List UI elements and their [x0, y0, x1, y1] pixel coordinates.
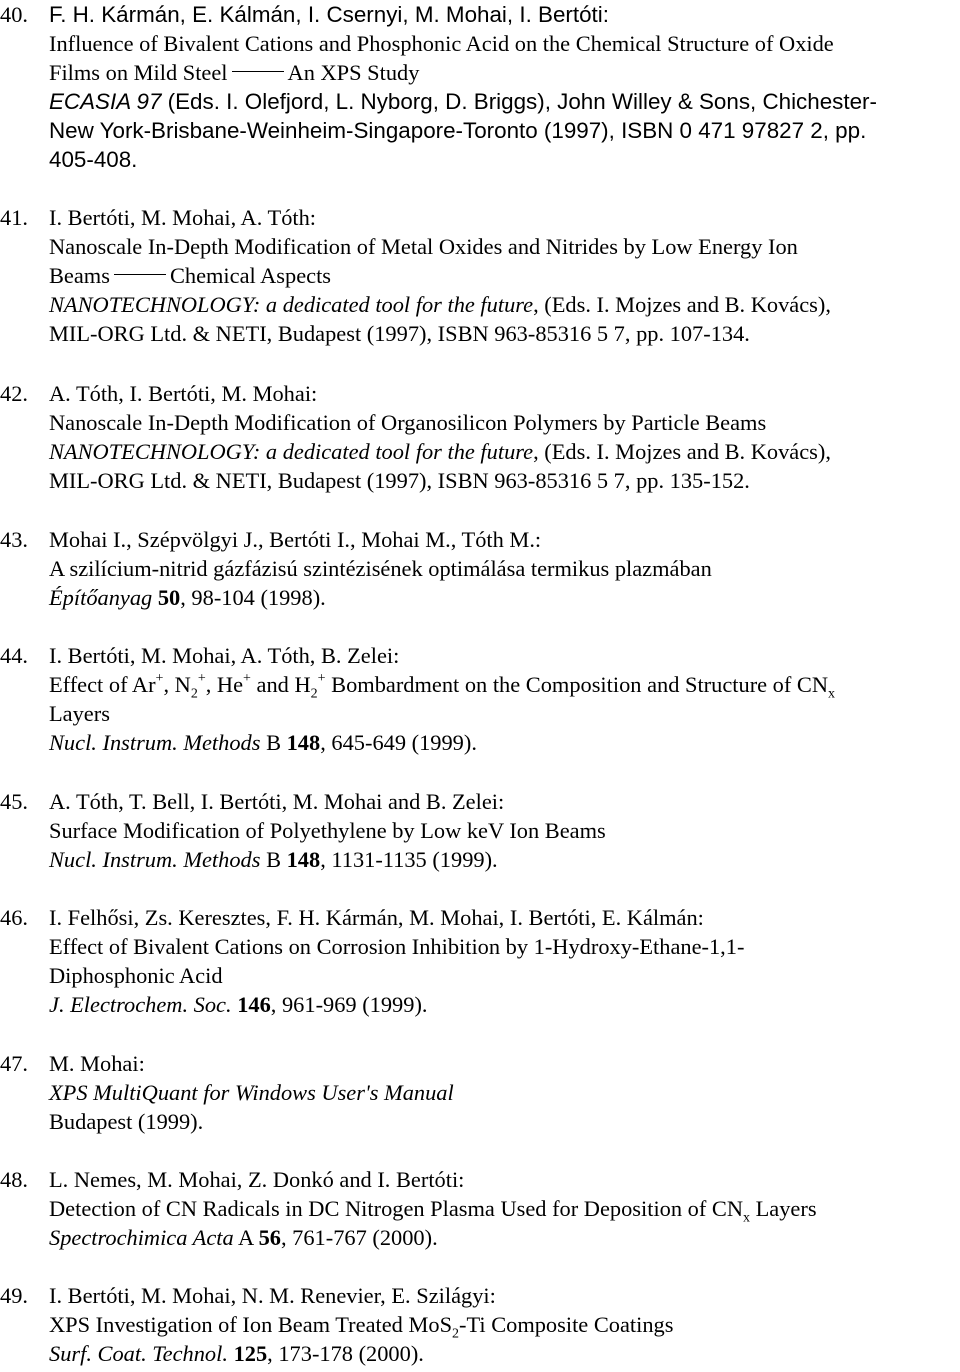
reference-number: 42. [0, 381, 28, 406]
reference-title: XPS MultiQuant for Windows User's Manual [49, 1080, 454, 1105]
reference-number: 47. [0, 1051, 28, 1076]
reference-title: Surface Modification of Polyethylene by Low keV Ion Beams [49, 818, 606, 843]
reference-title: Influence of Bivalent Cations and Phosphonic Acid on the Chemical Structure of Oxide [49, 31, 834, 56]
reference-source-cont: New York-Brisbane-Weinheim-Singapore-Toronto (1997), ISBN 0 471 97827 2, pp. [49, 118, 867, 143]
reference-source: Spectrochimica Acta A 56, 761-767 (2000). [49, 1225, 438, 1250]
reference-number: 46. [0, 905, 28, 930]
reference-authors: Mohai I., Szépvölgyi J., Bertóti I., Mohai M., Tóth M.: [49, 527, 542, 552]
reference-source: NANOTECHNOLOGY: a dedicated tool for the future, (Eds. I. Mojzes and B. Kovács), [49, 439, 831, 464]
reference-title: XPS Investigation of Ion Beam Treated MoS$_2$-Ti Composite Coatings [49, 1312, 674, 1342]
reference-title-cont: Layers [49, 701, 110, 726]
reference-number: 41. [0, 205, 28, 230]
reference-source: Nucl. Instrum. Methods B 148, 1131-1135 (1999). [49, 847, 498, 872]
reference-authors: I. Bertóti, M. Mohai, A. Tóth: [49, 205, 317, 230]
reference-source: Budapest (1999). [49, 1109, 204, 1134]
reference-source: Építőanyag 50, 98-104 (1998). [49, 585, 326, 610]
reference-title: A szilícium-nitrid gázfázisú szintézisének optimálása termikus plazmában [49, 556, 712, 581]
reference-title: Nanoscale In-Depth Modification of Metal Oxides and Nitrides by Low Energy Ion [49, 234, 798, 259]
reference-title: Nanoscale In-Depth Modification of Organosilicon Polymers by Particle Beams [49, 410, 767, 435]
reference-number: 43. [0, 527, 28, 552]
reference-source: Surf. Coat. Technol. 125, 173-178 (2000). [49, 1341, 424, 1366]
reference-number: 44. [0, 643, 28, 668]
reference-pages: 405-408. [49, 147, 138, 172]
reference-source-cont: MIL-ORG Ltd. & NETI, Budapest (1997), ISBN 963-85316 5 7, pp. 107-134. [49, 321, 750, 346]
reference-title: Effect of Ar+, $N_2^+$, He+ and $H_2^+$ Bombardment on the Composition and Structure of $CN_x$ [49, 670, 836, 702]
reference-number: 49. [0, 1283, 28, 1308]
reference-authors: I. Felhősi, Zs. Keresztes, F. H. Kármán, M. Mohai, I. Bertóti, E. Kálmán: [49, 905, 704, 930]
reference-authors: L. Nemes, M. Mohai, Z. Donkó and I. Bertóti: [49, 1167, 465, 1192]
reference-authors: M. Mohai: [49, 1051, 145, 1076]
reference-authors: A. Tóth, I. Bertóti, M. Mohai: [49, 381, 318, 406]
reference-number: 48. [0, 1167, 28, 1192]
em-dash-rule [232, 71, 284, 72]
reference-authors: A. Tóth, T. Bell, I. Bertóti, M. Mohai and B. Zelei: [49, 789, 505, 814]
reference-source-cont: MIL-ORG Ltd. & NETI, Budapest (1997), ISBN 963-85316 5 7, pp. 135-152. [49, 468, 750, 493]
reference-title-cont: Beams Chemical Aspects [49, 263, 332, 288]
reference-source: NANOTECHNOLOGY: a dedicated tool for the future, (Eds. I. Mojzes and B. Kovács), [49, 292, 831, 317]
reference-source: ECASIA 97 (Eds. I. Olefjord, L. Nyborg, D. Briggs), John Willey & Sons, Chichester- [49, 89, 877, 114]
reference-authors: F. H. Kármán, E. Kálmán, I. Csernyi, M. Mohai, I. Bertóti: [49, 2, 609, 27]
reference-title-cont: Films on Mild Steel An XPS Study [49, 60, 420, 85]
reference-title: Detection of CN Radicals in DC Nitrogen Plasma Used for Deposition of $CN_x$ Layers [49, 1196, 817, 1226]
reference-title-cont: Diphosphonic Acid [49, 963, 223, 988]
reference-authors: I. Bertóti, M. Mohai, N. M. Renevier, E. Szilágyi: [49, 1283, 496, 1308]
reference-title: Effect of Bivalent Cations on Corrosion Inhibition by 1-Hydroxy-Ethane-1,1- [49, 934, 745, 959]
reference-source: Nucl. Instrum. Methods B 148, 645-649 (1999). [49, 730, 477, 755]
reference-number: 40. [0, 2, 28, 27]
reference-number: 45. [0, 789, 28, 814]
reference-source: J. Electrochem. Soc. 146, 961-969 (1999). [49, 992, 428, 1017]
reference-authors: I. Bertóti, M. Mohai, A. Tóth, B. Zelei: [49, 643, 400, 668]
em-dash-rule [114, 274, 166, 275]
